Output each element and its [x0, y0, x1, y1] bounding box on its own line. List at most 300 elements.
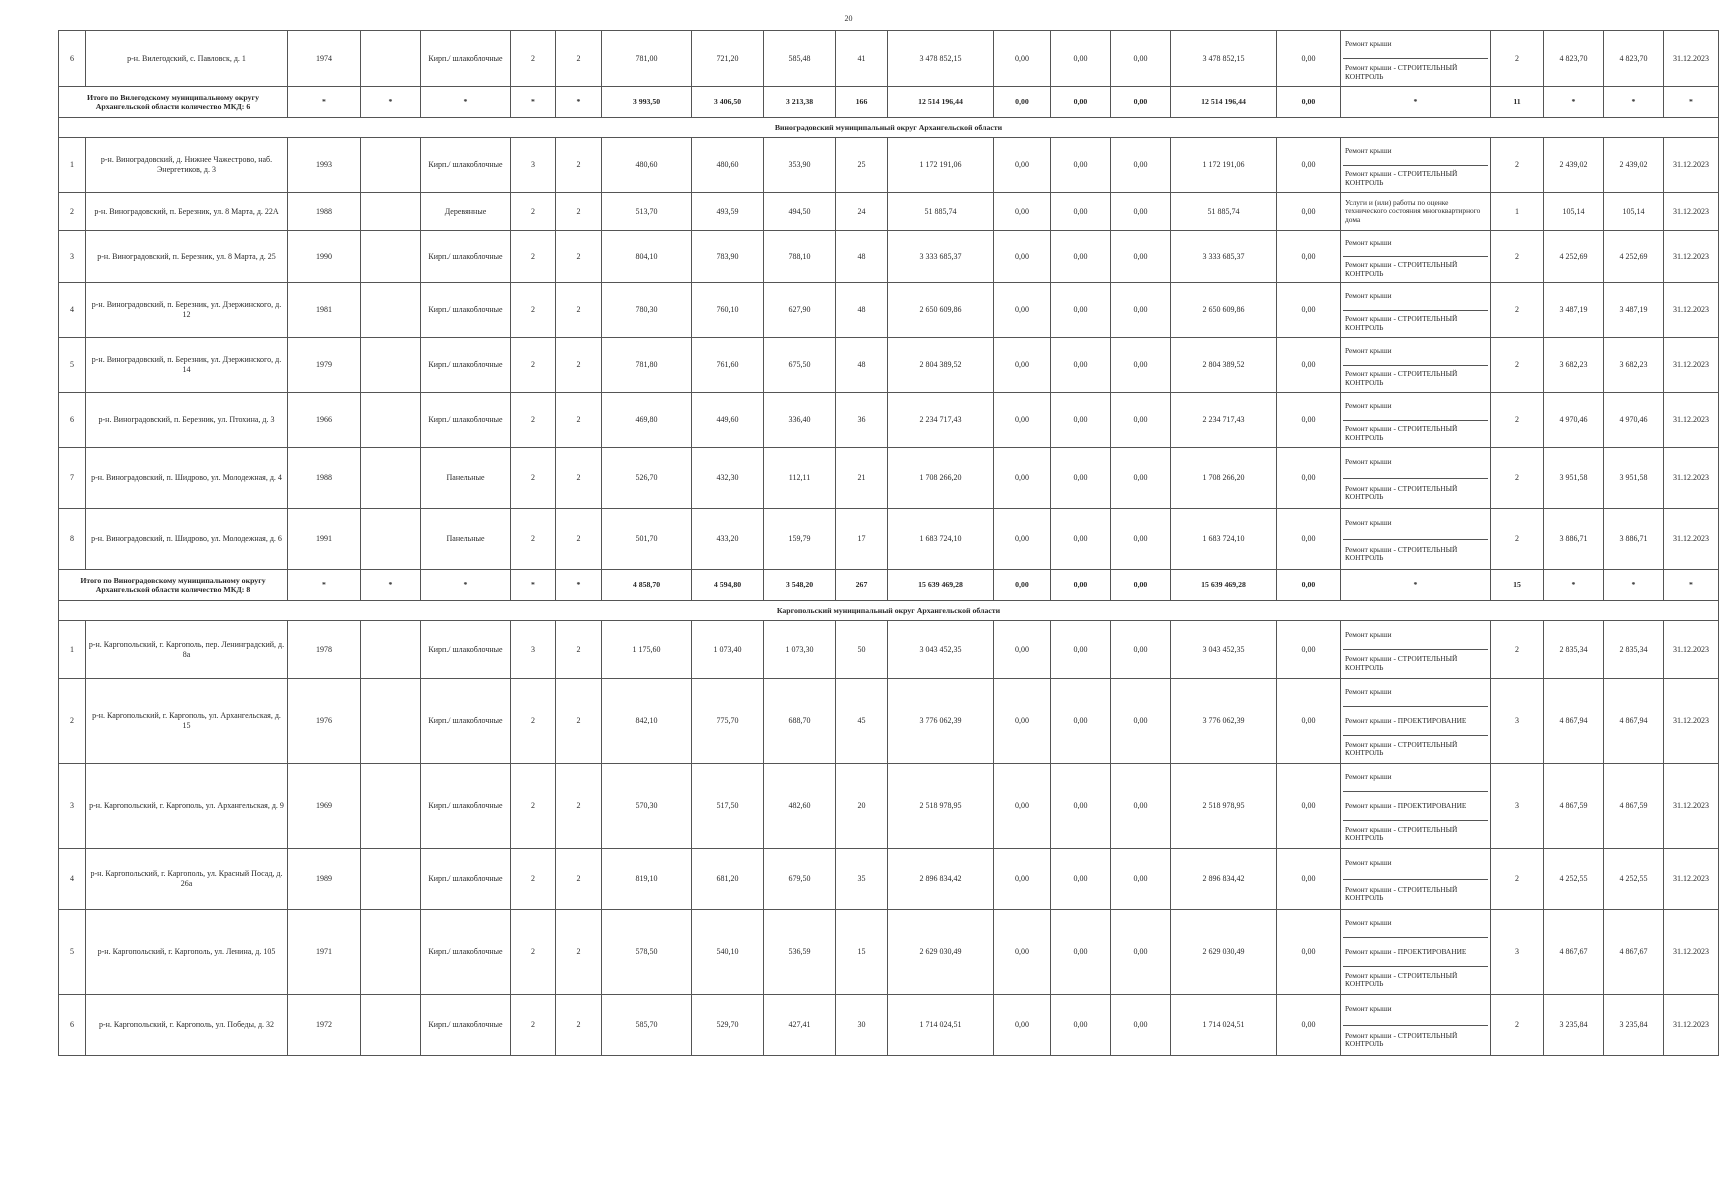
- cell-a3: 688,70: [764, 679, 836, 764]
- unit-cost: 4 252,69: [1544, 231, 1604, 283]
- cell-a3: 536,59: [764, 910, 836, 995]
- cell-res: 20: [836, 764, 888, 849]
- cell-c2: 0,00: [994, 393, 1051, 448]
- works-cell: [1341, 393, 1491, 448]
- cell-ent: 2: [556, 910, 602, 995]
- works-cell: [1341, 910, 1491, 995]
- works-count: 2: [1491, 995, 1544, 1056]
- total-c2: 0,00: [994, 570, 1051, 601]
- cell-a3: 627,90: [764, 283, 836, 338]
- cell-mat: Панельные: [421, 509, 511, 570]
- cell-c1: 2 518 978,95: [888, 764, 994, 849]
- work-item: Ремонт крыши: [1345, 290, 1392, 300]
- work-item: Ремонт крыши: [1345, 238, 1392, 248]
- works-list: [1343, 509, 1488, 569]
- cell-c6: 0,00: [1277, 621, 1341, 679]
- cell-ent: 2: [556, 509, 602, 570]
- works-list: [1343, 621, 1488, 678]
- works-count: 2: [1491, 138, 1544, 193]
- cell-y2: [361, 193, 421, 231]
- works-count: 2: [1491, 621, 1544, 679]
- cell-c4: 0,00: [1111, 621, 1171, 679]
- cell-c2: 0,00: [994, 679, 1051, 764]
- cell-ent: 2: [556, 231, 602, 283]
- cell-fl: 2: [511, 338, 556, 393]
- cell-a2: 540,10: [692, 910, 764, 995]
- works-list: [1343, 31, 1488, 86]
- cell-mat: Панельные: [421, 448, 511, 509]
- total-c4: 0,00: [1111, 570, 1171, 601]
- unit-cost-limit: 3 951,58: [1604, 448, 1664, 509]
- cell-c2: 0,00: [994, 849, 1051, 910]
- works-cell: [1341, 283, 1491, 338]
- cell-fl: 2: [511, 910, 556, 995]
- total-p1: *: [1544, 570, 1604, 601]
- works-list: [1343, 764, 1488, 848]
- cell-y2: [361, 509, 421, 570]
- row-number: 2: [59, 679, 86, 764]
- cell-ent: 2: [556, 621, 602, 679]
- cell-y2: [361, 338, 421, 393]
- cell-a1: 513,70: [602, 193, 692, 231]
- cell-res: 36: [836, 393, 888, 448]
- cell-y2: [361, 283, 421, 338]
- cell-year: 1972: [288, 995, 361, 1056]
- cell-c4: 0,00: [1111, 31, 1171, 87]
- unit-cost-limit: 3 487,19: [1604, 283, 1664, 338]
- address-cell: р-н. Каргопольский, г. Каргополь, ул. Ленина, д. 105: [86, 910, 288, 995]
- cell-a2: 480,60: [692, 138, 764, 193]
- work-item: Услуги и (или) работы по оценке технического состояния многоквартирного дома: [1345, 197, 1481, 224]
- works-count: 3: [1491, 679, 1544, 764]
- row-number: 8: [59, 509, 86, 570]
- building-row: [59, 393, 1719, 448]
- cell-a1: 578,50: [602, 910, 692, 995]
- building-row: [59, 995, 1719, 1056]
- works-cell: [1341, 231, 1491, 283]
- cell-year: 1974: [288, 31, 361, 87]
- work-item: Ремонт крыши - СТРОИТЕЛЬНЫЙ КОНТРОЛЬ: [1343, 966, 1488, 994]
- cell-res: 50: [836, 621, 888, 679]
- cell-c1: 1 708 266,20: [888, 448, 994, 509]
- district-total-row: [59, 570, 1719, 601]
- cell-a3: 788,10: [764, 231, 836, 283]
- cell-a3: 585,48: [764, 31, 836, 87]
- works-count: 2: [1491, 338, 1544, 393]
- cell-a2: 432,30: [692, 448, 764, 509]
- unit-cost-limit: 4 252,55: [1604, 849, 1664, 910]
- cell-a1: 570,30: [602, 764, 692, 849]
- cell-c5: 3 776 062,39: [1171, 679, 1277, 764]
- work-item: Ремонт крыши: [1345, 400, 1392, 410]
- cell-c5: 1 172 191,06: [1171, 138, 1277, 193]
- cell-fl: 2: [511, 679, 556, 764]
- cell-res: 48: [836, 231, 888, 283]
- work-item: Ремонт крыши: [1345, 518, 1392, 528]
- cell-ent: 2: [556, 995, 602, 1056]
- cell-y2: [361, 849, 421, 910]
- total-res: 267: [836, 570, 888, 601]
- cell-fl: 3: [511, 138, 556, 193]
- works-cell: [1341, 509, 1491, 570]
- works-list: [1343, 849, 1488, 909]
- district-header-row: [59, 118, 1719, 138]
- cell-c3: 0,00: [1051, 509, 1111, 570]
- building-row: [59, 31, 1719, 87]
- unit-cost: 2 439,02: [1544, 138, 1604, 193]
- work-item: Ремонт крыши - СТРОИТЕЛЬНЫЙ КОНТРОЛЬ: [1343, 879, 1488, 910]
- unit-cost: 4 252,55: [1544, 849, 1604, 910]
- work-item: Ремонт крыши - СТРОИТЕЛЬНЫЙ КОНТРОЛЬ: [1343, 1025, 1488, 1056]
- unit-cost: 4 867,59: [1544, 764, 1604, 849]
- cell-c3: 0,00: [1051, 849, 1111, 910]
- cell-year: 1971: [288, 910, 361, 995]
- cell-c4: 0,00: [1111, 338, 1171, 393]
- works-count: 2: [1491, 231, 1544, 283]
- works-list: [1343, 910, 1488, 994]
- cell-c1: 2 896 834,42: [888, 849, 994, 910]
- page-number: 20: [844, 14, 853, 23]
- cell-c2: 0,00: [994, 621, 1051, 679]
- total-c5: 12 514 196,44: [1171, 87, 1277, 118]
- cell-c1: 3 043 452,35: [888, 621, 994, 679]
- cell-a2: 721,20: [692, 31, 764, 87]
- unit-cost: 3 951,58: [1544, 448, 1604, 509]
- cell-res: 41: [836, 31, 888, 87]
- cell-ent: 2: [556, 448, 602, 509]
- cell-c3: 0,00: [1051, 138, 1111, 193]
- row-number: 6: [59, 995, 86, 1056]
- cell-c3: 0,00: [1051, 764, 1111, 849]
- work-item: Ремонт крыши - СТРОИТЕЛЬНЫЙ КОНТРОЛЬ: [1343, 165, 1488, 193]
- total-p2: *: [1604, 87, 1664, 118]
- total-a2: 4 594,80: [692, 570, 764, 601]
- cell-c4: 0,00: [1111, 448, 1171, 509]
- cell-year: 1991: [288, 509, 361, 570]
- works-count: 2: [1491, 448, 1544, 509]
- row-number: 1: [59, 621, 86, 679]
- total-w: *: [1341, 87, 1491, 118]
- total-label: Итого по Виноградовскому муниципальному округу Архангельской области количество МКД: 8: [59, 570, 288, 601]
- cell-c1: 1 683 724,10: [888, 509, 994, 570]
- unit-cost: 105,14: [1544, 193, 1604, 231]
- cell-c4: 0,00: [1111, 679, 1171, 764]
- work-item: Ремонт крыши - ПРОЕКТИРОВАНИЕ: [1343, 791, 1488, 819]
- cell-mat: Кирп./ шлакоблочные: [421, 849, 511, 910]
- unit-cost: 4 867,94: [1544, 679, 1604, 764]
- cell-mat: Кирп./ шлакоблочные: [421, 764, 511, 849]
- cell-c2: 0,00: [994, 193, 1051, 231]
- cell-a1: 585,70: [602, 995, 692, 1056]
- building-row: [59, 448, 1719, 509]
- work-item: Ремонт крыши - СТРОИТЕЛЬНЫЙ КОНТРОЛЬ: [1343, 478, 1488, 509]
- row-number: 6: [59, 31, 86, 87]
- cell-c4: 0,00: [1111, 283, 1171, 338]
- cell-year: 1988: [288, 448, 361, 509]
- total-wc: 15: [1491, 570, 1544, 601]
- cell-ent: 2: [556, 393, 602, 448]
- cell-ent: 2: [556, 679, 602, 764]
- completion-date: 31.12.2023: [1664, 448, 1719, 509]
- total-date: *: [1664, 570, 1719, 601]
- cell-a3: 336,40: [764, 393, 836, 448]
- unit-cost: 3 487,19: [1544, 283, 1604, 338]
- total-a2: 3 406,50: [692, 87, 764, 118]
- cell-c1: 3 333 685,37: [888, 231, 994, 283]
- cell-c2: 0,00: [994, 509, 1051, 570]
- cell-mat: Кирп./ шлакоблочные: [421, 393, 511, 448]
- unit-cost: 3 235,84: [1544, 995, 1604, 1056]
- works-cell: [1341, 764, 1491, 849]
- cell-res: 21: [836, 448, 888, 509]
- cell-ent: 2: [556, 138, 602, 193]
- work-item: Ремонт крыши - СТРОИТЕЛЬНЫЙ КОНТРОЛЬ: [1343, 420, 1488, 448]
- cell-res: 30: [836, 995, 888, 1056]
- total-c2: 0,00: [994, 87, 1051, 118]
- cell-fl: 2: [511, 849, 556, 910]
- cell-y2: [361, 764, 421, 849]
- cell-c1: 51 885,74: [888, 193, 994, 231]
- cell-year: 1976: [288, 679, 361, 764]
- cell-c1: 1 172 191,06: [888, 138, 994, 193]
- cell-a2: 517,50: [692, 764, 764, 849]
- cell-c6: 0,00: [1277, 338, 1341, 393]
- cell-mat: Кирп./ шлакоблочные: [421, 338, 511, 393]
- address-cell: р-н. Виноградовский, д. Нижнее Чажестрово, наб. Энергетиков, д. 3: [86, 138, 288, 193]
- works-count: 2: [1491, 283, 1544, 338]
- address-cell: р-н. Виноградовский, п. Березник, ул. Дзержинского, д. 14: [86, 338, 288, 393]
- cell-mat: Кирп./ шлакоблочные: [421, 995, 511, 1056]
- work-item: Ремонт крыши - ПРОЕКТИРОВАНИЕ: [1343, 706, 1488, 734]
- cell-c4: 0,00: [1111, 231, 1171, 283]
- cell-c5: 3 043 452,35: [1171, 621, 1277, 679]
- total-c6: 0,00: [1277, 570, 1341, 601]
- row-number: 3: [59, 231, 86, 283]
- completion-date: 31.12.2023: [1664, 231, 1719, 283]
- cell-c3: 0,00: [1051, 231, 1111, 283]
- cell-a3: 482,60: [764, 764, 836, 849]
- cell-a1: 804,10: [602, 231, 692, 283]
- cell-c4: 0,00: [1111, 995, 1171, 1056]
- cell-y2: [361, 448, 421, 509]
- cell-mat: Кирп./ шлакоблочные: [421, 138, 511, 193]
- building-row: [59, 509, 1719, 570]
- cell-c2: 0,00: [994, 283, 1051, 338]
- cell-mat: Кирп./ шлакоблочные: [421, 31, 511, 87]
- table-body: [59, 31, 1719, 1056]
- cell-c3: 0,00: [1051, 679, 1111, 764]
- cell-mat: Кирп./ шлакоблочные: [421, 231, 511, 283]
- cell-fl: 2: [511, 193, 556, 231]
- completion-date: 31.12.2023: [1664, 338, 1719, 393]
- cell-a1: 469,80: [602, 393, 692, 448]
- work-item: Ремонт крыши - СТРОИТЕЛЬНЫЙ КОНТРОЛЬ: [1343, 649, 1488, 678]
- cell-c6: 0,00: [1277, 283, 1341, 338]
- cell-a2: 760,10: [692, 283, 764, 338]
- cell-a1: 781,80: [602, 338, 692, 393]
- cell-fl: 2: [511, 764, 556, 849]
- cell-a2: 775,70: [692, 679, 764, 764]
- works-count: 1: [1491, 193, 1544, 231]
- district-title: Каргопольский муниципальный округ Архангельской области: [59, 601, 1719, 621]
- total-a1: 3 993,50: [602, 87, 692, 118]
- unit-cost-limit: 4 823,70: [1604, 31, 1664, 87]
- unit-cost-limit: 105,14: [1604, 193, 1664, 231]
- building-row: [59, 849, 1719, 910]
- works-list: [1343, 448, 1488, 508]
- total-c6: 0,00: [1277, 87, 1341, 118]
- completion-date: 31.12.2023: [1664, 849, 1719, 910]
- total-wc: 11: [1491, 87, 1544, 118]
- cell-a1: 1 175,60: [602, 621, 692, 679]
- works-cell: [1341, 995, 1491, 1056]
- total-p2: *: [1604, 570, 1664, 601]
- cell-a3: 112,11: [764, 448, 836, 509]
- cell-c1: 3 478 852,15: [888, 31, 994, 87]
- row-number: 4: [59, 849, 86, 910]
- cell-a2: 493,59: [692, 193, 764, 231]
- cell-c4: 0,00: [1111, 910, 1171, 995]
- cell-y2: [361, 910, 421, 995]
- cell-c4: 0,00: [1111, 193, 1171, 231]
- cell-c3: 0,00: [1051, 283, 1111, 338]
- cell-a3: 159,79: [764, 509, 836, 570]
- work-item: Ремонт крыши: [1345, 918, 1392, 928]
- cell-c3: 0,00: [1051, 31, 1111, 87]
- cell-c1: 2 234 717,43: [888, 393, 994, 448]
- cell-c5: 2 650 609,86: [1171, 283, 1277, 338]
- cell-fl: 2: [511, 509, 556, 570]
- cell-c6: 0,00: [1277, 995, 1341, 1056]
- cell-c4: 0,00: [1111, 764, 1171, 849]
- cell-y2: [361, 621, 421, 679]
- cell-c3: 0,00: [1051, 995, 1111, 1056]
- total-res: 166: [836, 87, 888, 118]
- cell-c6: 0,00: [1277, 193, 1341, 231]
- address-cell: р-н. Виноградовский, п. Березник, ул. Птохина, д. 3: [86, 393, 288, 448]
- cell-c5: 1 714 024,51: [1171, 995, 1277, 1056]
- total-p1: *: [1544, 87, 1604, 118]
- total-a3: 3 548,20: [764, 570, 836, 601]
- cell-y2: [361, 31, 421, 87]
- total-a1: 4 858,70: [602, 570, 692, 601]
- unit-cost: 4 823,70: [1544, 31, 1604, 87]
- work-item: Ремонт крыши: [1345, 457, 1392, 467]
- cell-year: 1990: [288, 231, 361, 283]
- cell-fl: 3: [511, 621, 556, 679]
- works-cell: [1341, 849, 1491, 910]
- cell-c6: 0,00: [1277, 231, 1341, 283]
- cell-c6: 0,00: [1277, 764, 1341, 849]
- cell-c6: 0,00: [1277, 849, 1341, 910]
- address-cell: р-н. Каргопольский, г. Каргополь, ул. Архангельская, д. 9: [86, 764, 288, 849]
- cell-c2: 0,00: [994, 31, 1051, 87]
- work-item: Ремонт крыши: [1345, 145, 1392, 155]
- cell-y2: [361, 393, 421, 448]
- cell-a1: 781,00: [602, 31, 692, 87]
- work-item: Ремонт крыши - СТРОИТЕЛЬНЫЙ КОНТРОЛЬ: [1343, 256, 1488, 282]
- total-c1: 15 639 469,28: [888, 570, 994, 601]
- cell-res: 15: [836, 910, 888, 995]
- cell-c1: 1 714 024,51: [888, 995, 994, 1056]
- works-list: [1343, 393, 1488, 447]
- work-item: Ремонт крыши: [1345, 687, 1392, 697]
- cell-res: 24: [836, 193, 888, 231]
- cell-fl: 2: [511, 995, 556, 1056]
- work-item: Ремонт крыши: [1345, 345, 1392, 355]
- cell-c1: 2 629 030,49: [888, 910, 994, 995]
- total-mat: *: [421, 87, 511, 118]
- works-count: 3: [1491, 910, 1544, 995]
- cell-c2: 0,00: [994, 995, 1051, 1056]
- works-list: [1343, 283, 1488, 337]
- cell-c6: 0,00: [1277, 509, 1341, 570]
- cell-year: 1981: [288, 283, 361, 338]
- total-year: *: [288, 87, 361, 118]
- cell-c6: 0,00: [1277, 393, 1341, 448]
- row-number: 4: [59, 283, 86, 338]
- work-item: Ремонт крыши - СТРОИТЕЛЬНЫЙ КОНТРОЛЬ: [1343, 735, 1488, 763]
- cell-c4: 0,00: [1111, 849, 1171, 910]
- building-row: [59, 910, 1719, 995]
- cell-ent: 2: [556, 193, 602, 231]
- completion-date: 31.12.2023: [1664, 193, 1719, 231]
- work-item: Ремонт крыши: [1345, 39, 1392, 49]
- works-list: [1343, 679, 1488, 763]
- row-number: 5: [59, 338, 86, 393]
- cell-a3: 679,50: [764, 849, 836, 910]
- total-c1: 12 514 196,44: [888, 87, 994, 118]
- building-row: [59, 679, 1719, 764]
- cell-c6: 0,00: [1277, 679, 1341, 764]
- unit-cost: 4 970,46: [1544, 393, 1604, 448]
- cell-a2: 529,70: [692, 995, 764, 1056]
- total-year: *: [288, 570, 361, 601]
- work-item: Ремонт крыши: [1345, 858, 1392, 868]
- cell-a1: 480,60: [602, 138, 692, 193]
- works-count: 2: [1491, 509, 1544, 570]
- cell-y2: [361, 995, 421, 1056]
- works-list: [1343, 995, 1488, 1055]
- repair-register-table: [58, 30, 1719, 1056]
- cell-c4: 0,00: [1111, 509, 1171, 570]
- district-total-row: [59, 87, 1719, 118]
- cell-a2: 681,20: [692, 849, 764, 910]
- unit-cost-limit: 2 439,02: [1604, 138, 1664, 193]
- cell-c3: 0,00: [1051, 448, 1111, 509]
- cell-a3: 1 073,30: [764, 621, 836, 679]
- works-count: 3: [1491, 764, 1544, 849]
- cell-a2: 433,20: [692, 509, 764, 570]
- unit-cost-limit: 4 970,46: [1604, 393, 1664, 448]
- cell-c5: 51 885,74: [1171, 193, 1277, 231]
- cell-fl: 2: [511, 283, 556, 338]
- cell-res: 45: [836, 679, 888, 764]
- unit-cost-limit: 2 835,34: [1604, 621, 1664, 679]
- works-list: [1343, 338, 1488, 392]
- works-list: [1343, 231, 1488, 282]
- cell-fl: 2: [511, 448, 556, 509]
- works-list: [1343, 193, 1488, 230]
- cell-c5: 1 708 266,20: [1171, 448, 1277, 509]
- row-number: 6: [59, 393, 86, 448]
- cell-c5: 2 896 834,42: [1171, 849, 1277, 910]
- cell-year: 1966: [288, 393, 361, 448]
- cell-year: 1978: [288, 621, 361, 679]
- completion-date: 31.12.2023: [1664, 138, 1719, 193]
- address-cell: р-н. Виноградовский, п. Шидрово, ул. Молодежная, д. 6: [86, 509, 288, 570]
- works-cell: [1341, 138, 1491, 193]
